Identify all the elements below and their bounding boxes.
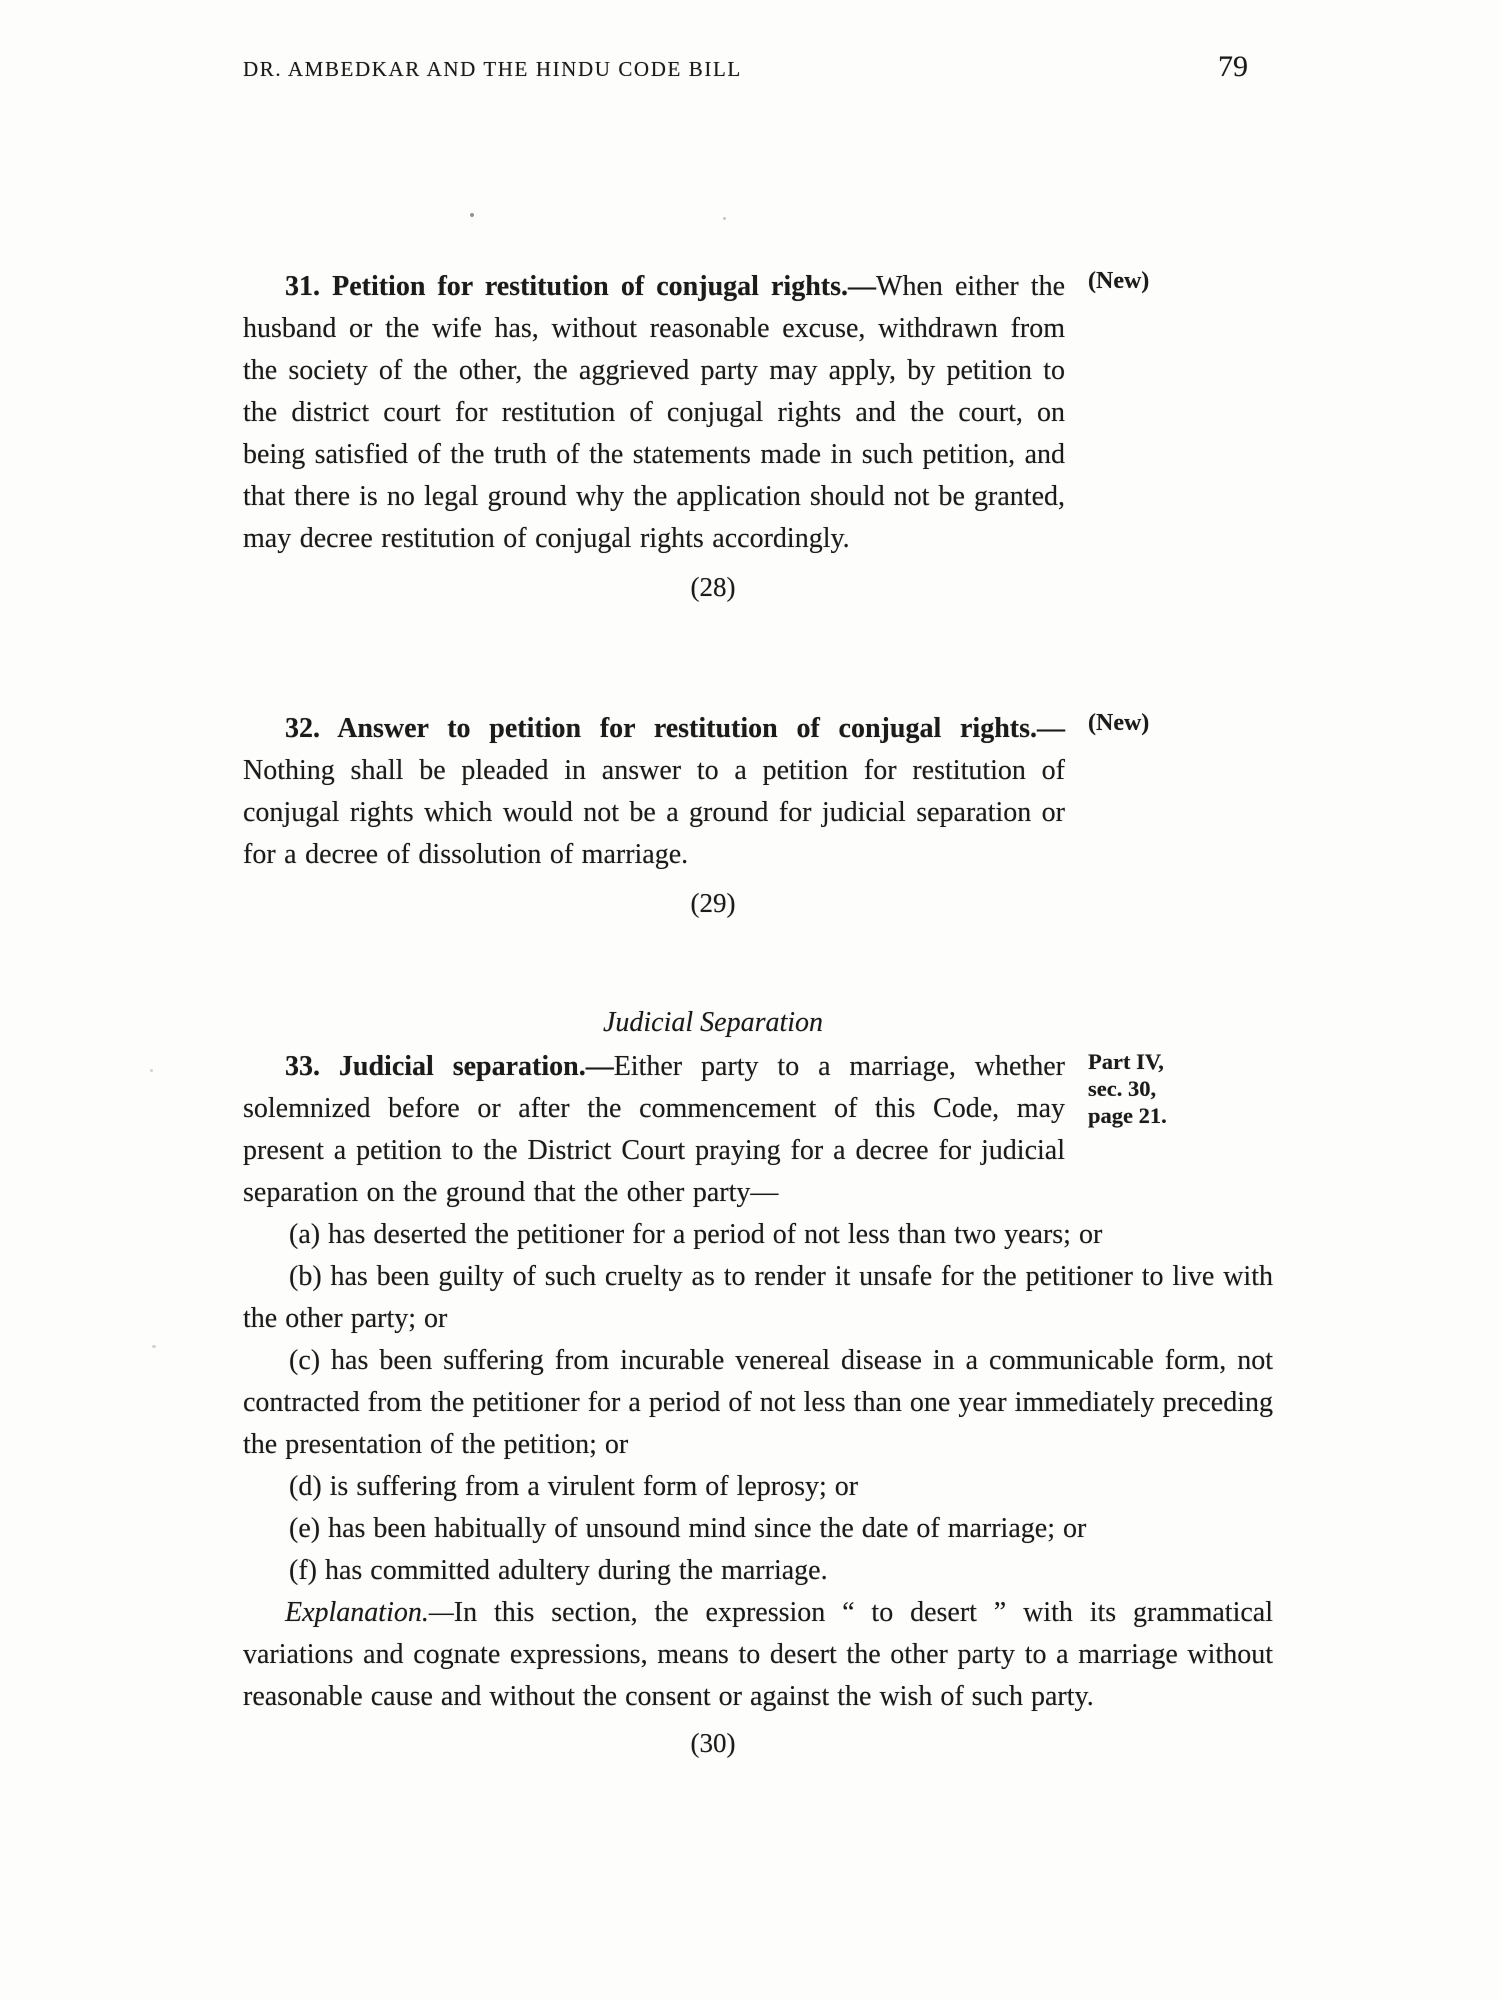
section-31-body-text: When either the husband or the wife has, without reasonable excuse, withdrawn from the society of the other, the aggrieved party may apply, by petition to the district court for restitution of conjugal rights and the court, on being satisfied of the truth of the statements made in such petition, and that there is no legal ground why the application should not be granted, may decree restitution of conjugal rights accordingly. (243, 271, 1065, 554)
section-33-clauses (243, 1214, 1273, 1592)
scan-speck (152, 1345, 156, 1348)
section-33-paragraph (243, 1046, 1065, 1214)
clause-f: (f) has committed adultery during the marriage. (289, 1555, 828, 1586)
clause-c: (c) has been suffering from incurable venereal disease in a communicable form, not contracted from the petitioner for a period of not less than one year immediately preceding the presentation of the petition; or (243, 1345, 1273, 1460)
section-33 (243, 1046, 1273, 1764)
margin-note-new-31: (New) (1088, 268, 1150, 294)
margin-note-part-iv (1088, 1048, 1167, 1129)
clause-e: (e) has been habitually of unsound mind since the date of marriage; or (289, 1513, 1087, 1544)
clause-reference-28: (28) (690, 572, 736, 602)
section-33-body-text: Either party to a marriage, whether solemnized before or after the commencement of this Code, may present a petition to the District Court praying for a decree for judicial separation on the ground that the other party— (243, 1051, 1065, 1208)
section-31-paragraph (243, 266, 1065, 560)
explanation-paragraph (243, 1592, 1273, 1718)
scan-speck (150, 1069, 153, 1072)
scan-speck (723, 217, 726, 220)
section-31-heading: 31. Petition for restitution of conjugal rights.— (285, 271, 877, 302)
page-number: 79 (1218, 50, 1248, 83)
explanation-body-text: In this section, the expression “ to desert ” with its grammatical variations and cognate expressions, means to desert the other party to a marriage without reasonable cause and without the consent or against the wish of such party. (243, 1597, 1273, 1712)
margin-note-new-32: (New) (1088, 710, 1150, 736)
section-32-paragraph (243, 708, 1065, 876)
section-31 (243, 266, 1273, 608)
clause-reference-30: (30) (690, 1728, 736, 1758)
subheading-judicial-separation: Judicial Separation (602, 1007, 824, 1038)
clause-b: (b) has been guilty of such cruelty as to render it unsafe for the petitioner to live with the other party; or (243, 1261, 1273, 1334)
margin-note-line: page 21. (1088, 1103, 1167, 1128)
clause-a: (a) has deserted the petitioner for a period of not less than two years; or (289, 1219, 1103, 1250)
book-title: DR. AMBEDKAR AND THE HINDU CODE BILL (243, 57, 742, 81)
section-32 (243, 708, 1273, 924)
margin-note-line: sec. 30, (1088, 1076, 1157, 1101)
scan-speck (470, 213, 474, 217)
clause-reference-29: (29) (690, 888, 736, 918)
explanation-lead: Explanation.— (285, 1597, 454, 1628)
clause-d: (d) is suffering from a virulent form of leprosy; or (289, 1471, 859, 1502)
running-header (243, 50, 1248, 84)
section-32-heading: 32. Answer to petition for restitution of conjugal rights.— (285, 713, 1065, 744)
section-32-body-text: Nothing shall be pleaded in answer to a petition for restitution of conjugal rights which would not be a ground for judicial separation or for a decree of dissolution of marriage. (243, 755, 1065, 870)
section-33-heading: 33. Judicial separation.— (285, 1051, 614, 1082)
margin-note-line: Part IV, (1088, 1049, 1164, 1074)
page-content (243, 266, 1273, 1764)
